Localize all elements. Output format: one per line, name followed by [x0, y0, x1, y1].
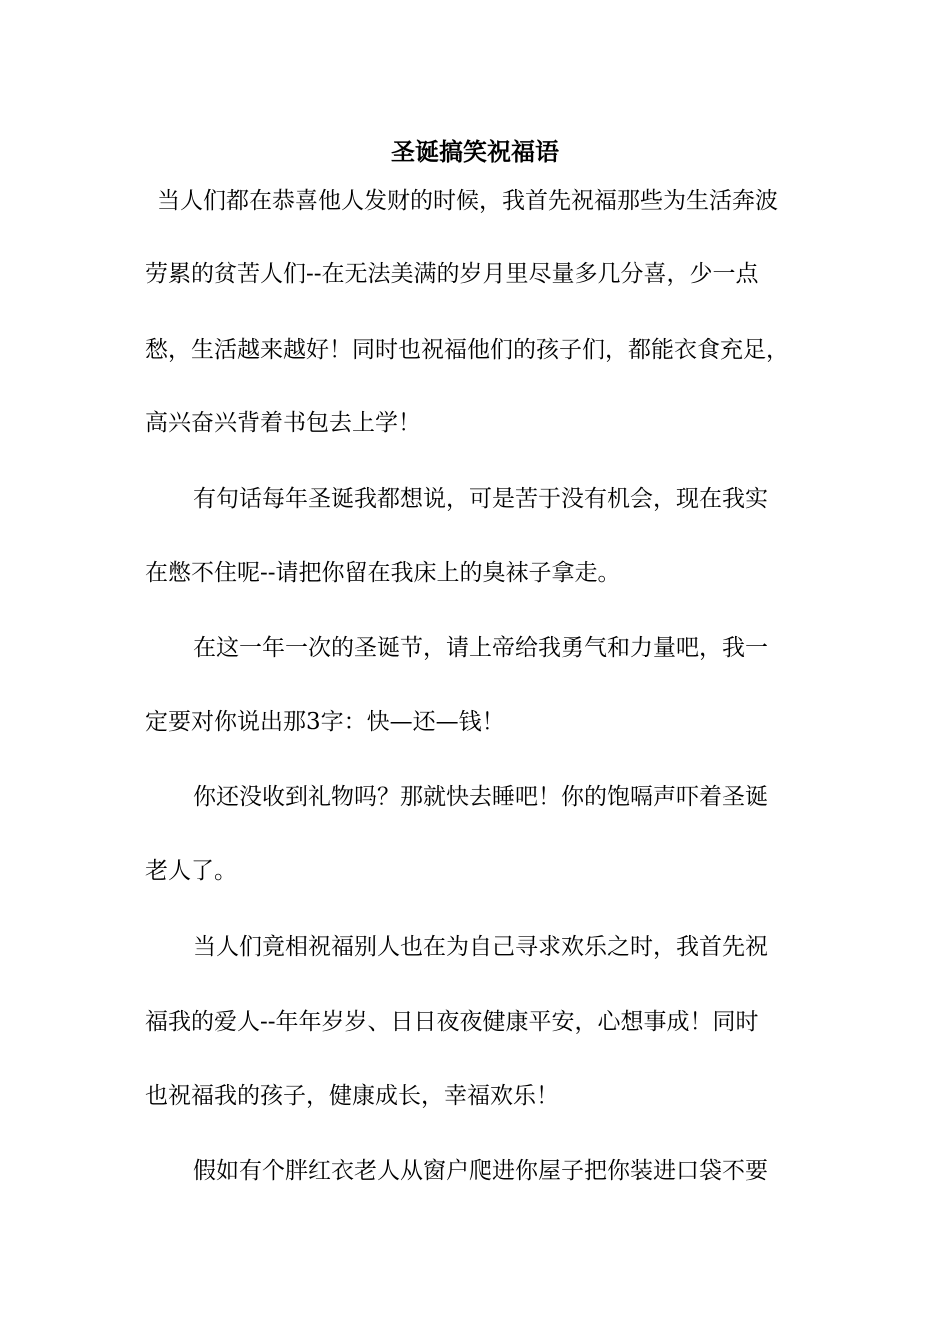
paragraph-line: 假如有个胖红衣老人从窗户爬进你屋子把你装进口袋不要	[193, 1158, 768, 1184]
document-title: 圣诞搞笑祝福语	[391, 137, 559, 166]
paragraph-line: 在憋不住呢--请把你留在我床上的臭袜子拿走。	[145, 560, 621, 586]
paragraph-line: 劳累的贫苦人们--在无法美满的岁月里尽量多几分喜，少一点	[145, 261, 759, 287]
paragraph-line: 愁，生活越来越好！同时也祝福他们的孩子们，都能衣食充足，	[145, 337, 789, 363]
paragraph-line: 老人了。	[145, 858, 237, 884]
paragraph-line: 当人们都在恭喜他人发财的时候，我首先祝福那些为生活奔波	[157, 188, 778, 214]
paragraph-line: 福我的爱人--年年岁岁、日日夜夜健康平安，心想事成！同时	[145, 1009, 759, 1035]
paragraph-line: 当人们竟相祝福别人也在为自己寻求欢乐之时，我首先祝	[193, 934, 768, 960]
paragraph-line: 你还没收到礼物吗？那就快去睡吧！你的饱嗝声吓着圣诞	[193, 784, 768, 810]
paragraph-line: 定要对你说出那3字：快—还—钱！	[145, 709, 505, 735]
paragraph-line: 有句话每年圣诞我都想说，可是苦于没有机会，现在我实	[193, 486, 768, 512]
paragraph-line: 在这一年一次的圣诞节，请上帝给我勇气和力量吧，我一	[193, 635, 768, 661]
paragraph-line: 高兴奋兴背着书包去上学！	[145, 410, 421, 436]
paragraph-line: 也祝福我的孩子，健康成长，幸福欢乐！	[145, 1083, 559, 1109]
